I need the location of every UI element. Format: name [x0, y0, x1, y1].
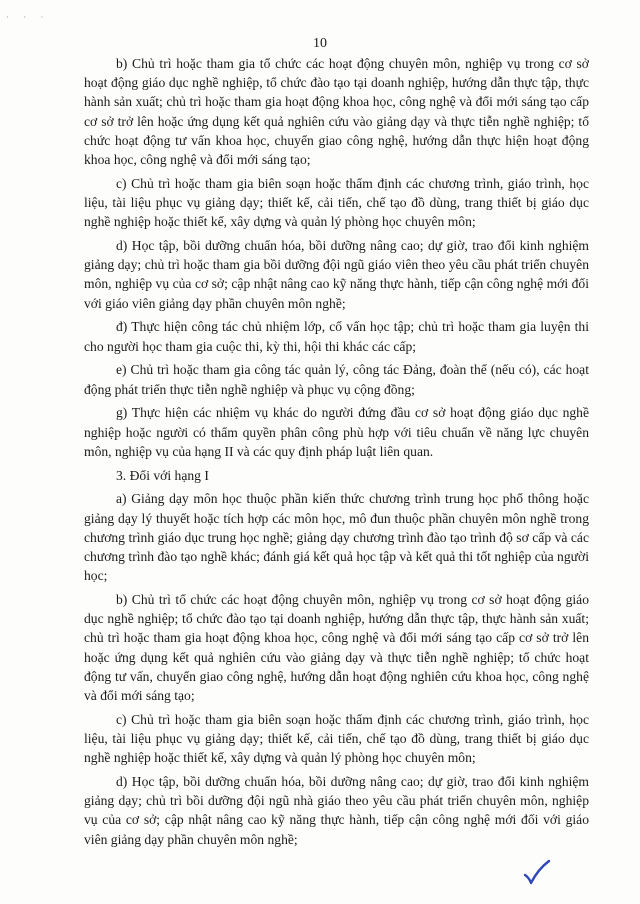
paragraph-1dd: đ) Thực hiện công tác chủ nhiệm lớp, cố vấn học tập; chủ trì hoặc tham gia luyện thi cho người học tham gia cuộc thi, kỳ thi, hội thi khác các cấp; — [84, 319, 589, 354]
page-body — [84, 54, 589, 853]
page-number: 10 — [313, 36, 327, 51]
paragraph-3d: d) Học tập, bồi dưỡng chuẩn hóa, bồi dưỡng nâng cao; dự giờ, trao đổi kinh nghiệm giảng dạy; chủ trì bồi dưỡng đội ngũ nhà giáo theo yêu cầu phát triển chuyên môn, nghiệp vụ của cơ sở; cập nhật nâng cao kỹ năng thực hành, tiếp cận công nghệ mới đối với giáo viên giảng dạy phần chuyên môn nghề; — [84, 774, 589, 847]
paragraph-3a: a) Giảng dạy môn học thuộc phần kiến thức chương trình trung học phổ thông hoặc giảng dạy lý thuyết hoặc tích hợp các môn học, mô đun thuộc phần chuyên môn nghề trong chương trình giáo dục trung học nghề; giảng dạy chương trình đào tạo trình độ sơ cấp và các chương trình đào tạo nghề khác; đánh giá kết quả học tập và kết quả thi tốt nghiệp của người học; — [84, 491, 589, 584]
paragraph-1b: b) Chủ trì hoặc tham gia tổ chức các hoạt động chuyên môn, nghiệp vụ trong cơ sở hoạt động giáo dục nghề nghiệp, tổ chức đào tạo tại doanh nghiệp, hướng dẫn thực tập, thực hành sản xuất; chủ trì hoặc tham gia hoạt động khoa học, công nghệ và đổi mới sáng tạo cấp cơ sở trở lên hoặc ứng dụng kết quả nghiên cứu vào giảng dạy và thực tiễn nghề nghiệp; tổ chức hoạt động tư vấn khoa học, chuyển giao công nghệ, hướng dẫn thực hiện hoạt động khoa học, công nghệ và đổi mới sáng tạo; — [84, 56, 589, 168]
paragraph-1g: g) Thực hiện các nhiệm vụ khác do người đứng đầu cơ sở hoạt động giáo dục nghề nghiệp hoặc người có thẩm quyền phân công phù hợp với tiêu chuẩn về năng lực chuyên môn, nghiệp vụ của hạng II và các quy định pháp luật liên quan. — [84, 405, 589, 459]
section-heading: 3. Đối với hạng I — [116, 467, 209, 483]
paragraph-1d: d) Học tập, bồi dưỡng chuẩn hóa, bồi dưỡng nâng cao; dự giờ, trao đổi kinh nghiệm giảng dạy; chủ trì hoặc tham gia bồi dưỡng đội ngũ giáo viên theo yêu cầu phát triển chuyên môn, nghiệp vụ của cơ sở; cập nhật nâng cao kỹ năng thực hành, tiếp cận công nghệ mới đối với giáo viên giảng dạy phần chuyên môn nghề; — [84, 238, 589, 311]
check-mark-icon — [522, 858, 552, 888]
paragraph-1e: e) Chủ trì hoặc tham gia công tác quản lý, công tác Đảng, đoàn thể (nếu có), các hoạt động phát triển thực tiễn nghề nghiệp và phục vụ cộng đồng; — [84, 362, 589, 397]
paragraph-3b: b) Chủ trì tổ chức các hoạt động chuyên môn, nghiệp vụ trong cơ sở hoạt động giáo dục nghề nghiệp; tổ chức đào tạo tại doanh nghiệp, hướng dẫn thực tập, thực hành sản xuất; chủ trì hoặc tham gia hoạt động khoa học, công nghệ và đổi mới sáng tạo cấp cơ sở trở lên hoặc ứng dụng kết quả nghiên cứu vào giảng dạy và thực tiễn nghề nghiệp; tổ chức hoạt động tư vấn, chuyển giao công nghệ, hướng dẫn hoạt động nghiên cứu khoa học, công nghệ và đổi mới sáng tạo; — [84, 592, 589, 704]
paragraph-3c: c) Chủ trì hoặc tham gia biên soạn hoặc thẩm định các chương trình, giáo trình, học liệu, tài liệu phục vụ giảng dạy; thiết kế, cải tiến, chế tạo đồ dùng, trang thiết bị giáo dục nghề nghiệp hoặc thiết kế, xây dựng và quản lý phòng học chuyên môn; — [84, 711, 589, 766]
scan-artifact: · · · — [6, 12, 50, 22]
paragraph-1c: c) Chủ trì hoặc tham gia biên soạn hoặc thẩm định các chương trình, giáo trình, học liệu, tài liệu phục vụ giảng dạy; thiết kế, cải tiến, chế tạo đồ dùng, trang thiết bị giáo dục nghề nghiệp hoặc thiết kế, xây dựng và quản lý phòng học chuyên môn; — [84, 175, 589, 230]
